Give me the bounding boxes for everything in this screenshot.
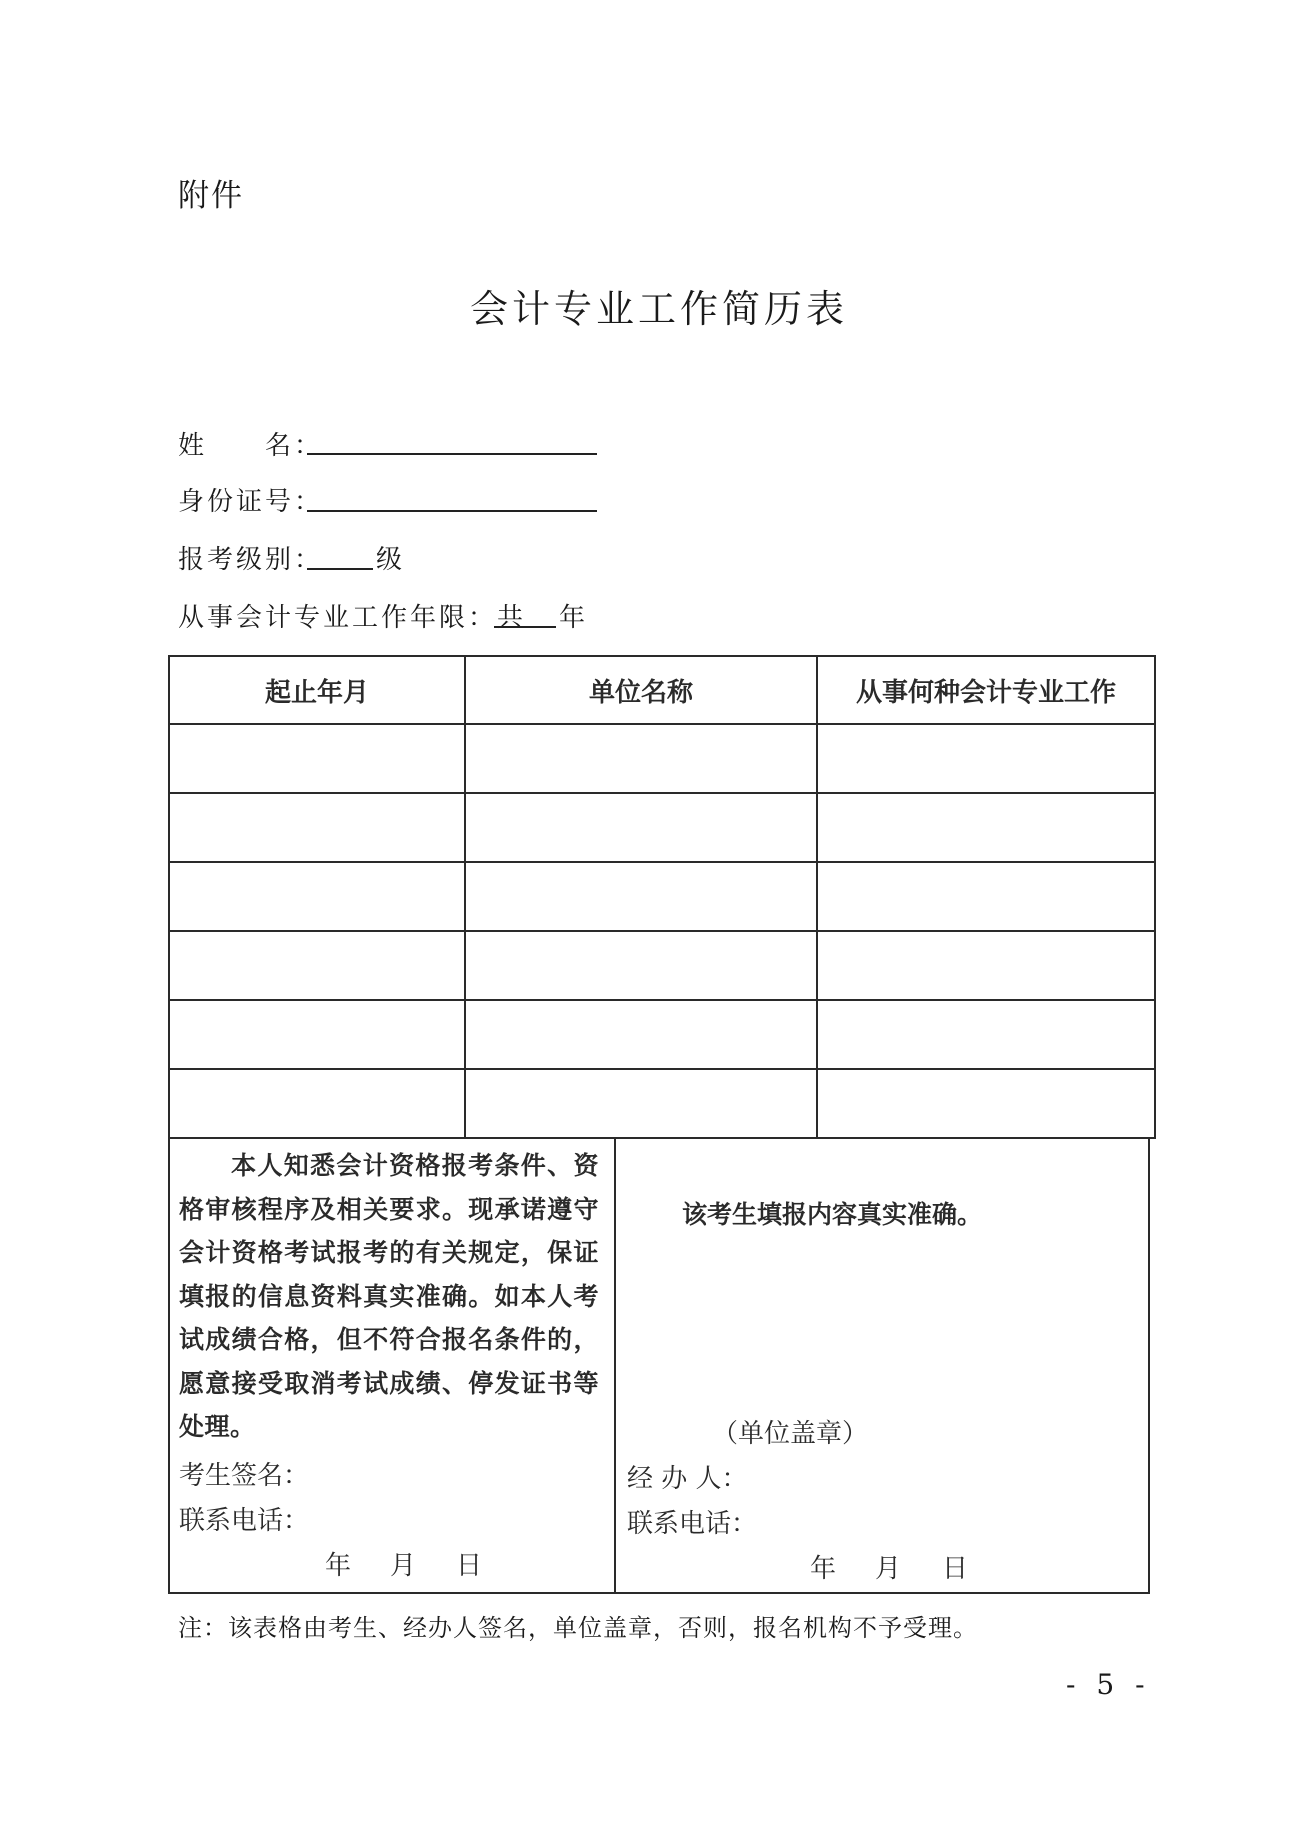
applicant-date-month: 月 <box>390 1551 417 1581</box>
table-row <box>169 1000 1155 1069</box>
unit-phone-label: 联系电话： <box>627 1509 758 1539</box>
applicant-date-year: 年 <box>325 1551 352 1581</box>
applicant-date-day: 日 <box>456 1551 483 1581</box>
exam-level-suffix: 级 <box>376 545 403 575</box>
column-header-job-type: 从事何种会计专业工作 <box>817 656 1155 724</box>
work-history-table <box>168 655 1156 1139</box>
table-cell[interactable] <box>169 862 465 931</box>
footer-note: 注：该表格由考生、经办人签名，单位盖章，否则，报名机构不予受理。 <box>178 1614 978 1642</box>
name-label: 姓 名： <box>178 431 324 461</box>
table-cell[interactable] <box>817 1069 1155 1138</box>
table-row <box>169 931 1155 1000</box>
work-years-label: 从事会计专业工作年限：共 <box>178 603 527 633</box>
table-cell[interactable] <box>465 1069 817 1138</box>
unit-date-month: 月 <box>875 1554 902 1584</box>
unit-seal-label: （单位盖章） <box>712 1419 869 1449</box>
table-cell[interactable] <box>169 724 465 793</box>
table-cell[interactable] <box>169 1000 465 1069</box>
applicant-declaration-text: 本人知悉会计资格报考条件、资格审核程序及相关要求。现承诺遵守会计资格考试报考的有关规定，保证填报的信息资料真实准确。如本人考试成绩合格，但不符合报名条件的，愿意接受取消考试成绩、停发证书等处理。 <box>179 1151 599 1441</box>
table-cell[interactable] <box>169 931 465 1000</box>
declaration-divider <box>614 1138 616 1594</box>
attachment-label: 附件 <box>178 178 244 214</box>
table-cell[interactable] <box>169 793 465 862</box>
table-cell[interactable] <box>465 931 817 1000</box>
unit-date-day: 日 <box>942 1554 969 1584</box>
table-cell[interactable] <box>169 1069 465 1138</box>
applicant-phone-label: 联系电话： <box>179 1506 310 1536</box>
table-row <box>169 793 1155 862</box>
table-cell[interactable] <box>465 1000 817 1069</box>
work-years-field[interactable] <box>494 626 556 628</box>
table-cell[interactable] <box>817 793 1155 862</box>
id-number-label: 身份证号： <box>178 487 324 517</box>
page-number: - 5 - <box>1066 1668 1151 1701</box>
document-title: 会计专业工作简历表 <box>469 287 848 331</box>
exam-level-field[interactable] <box>307 568 373 570</box>
unit-date-year: 年 <box>810 1554 837 1584</box>
table-cell[interactable] <box>817 1000 1155 1069</box>
table-row <box>169 724 1155 793</box>
handler-label: 经 办 人： <box>627 1464 748 1494</box>
table-cell[interactable] <box>817 931 1155 1000</box>
name-field[interactable] <box>307 453 597 455</box>
id-number-field[interactable] <box>307 510 597 512</box>
table-row <box>169 1069 1155 1138</box>
table-cell[interactable] <box>817 724 1155 793</box>
unit-confirmation-text: 该考生填报内容真实准确。 <box>682 1200 983 1229</box>
work-years-suffix: 年 <box>559 603 586 633</box>
applicant-signature-label: 考生签名： <box>179 1461 310 1491</box>
table-cell[interactable] <box>817 862 1155 931</box>
table-cell[interactable] <box>465 862 817 931</box>
table-cell[interactable] <box>465 724 817 793</box>
exam-level-label: 报考级别： <box>178 545 324 575</box>
table-row <box>169 862 1155 931</box>
column-header-employer: 单位名称 <box>465 656 817 724</box>
column-header-period: 起止年月 <box>169 656 465 724</box>
table-cell[interactable] <box>465 793 817 862</box>
table-header-row <box>169 656 1155 724</box>
